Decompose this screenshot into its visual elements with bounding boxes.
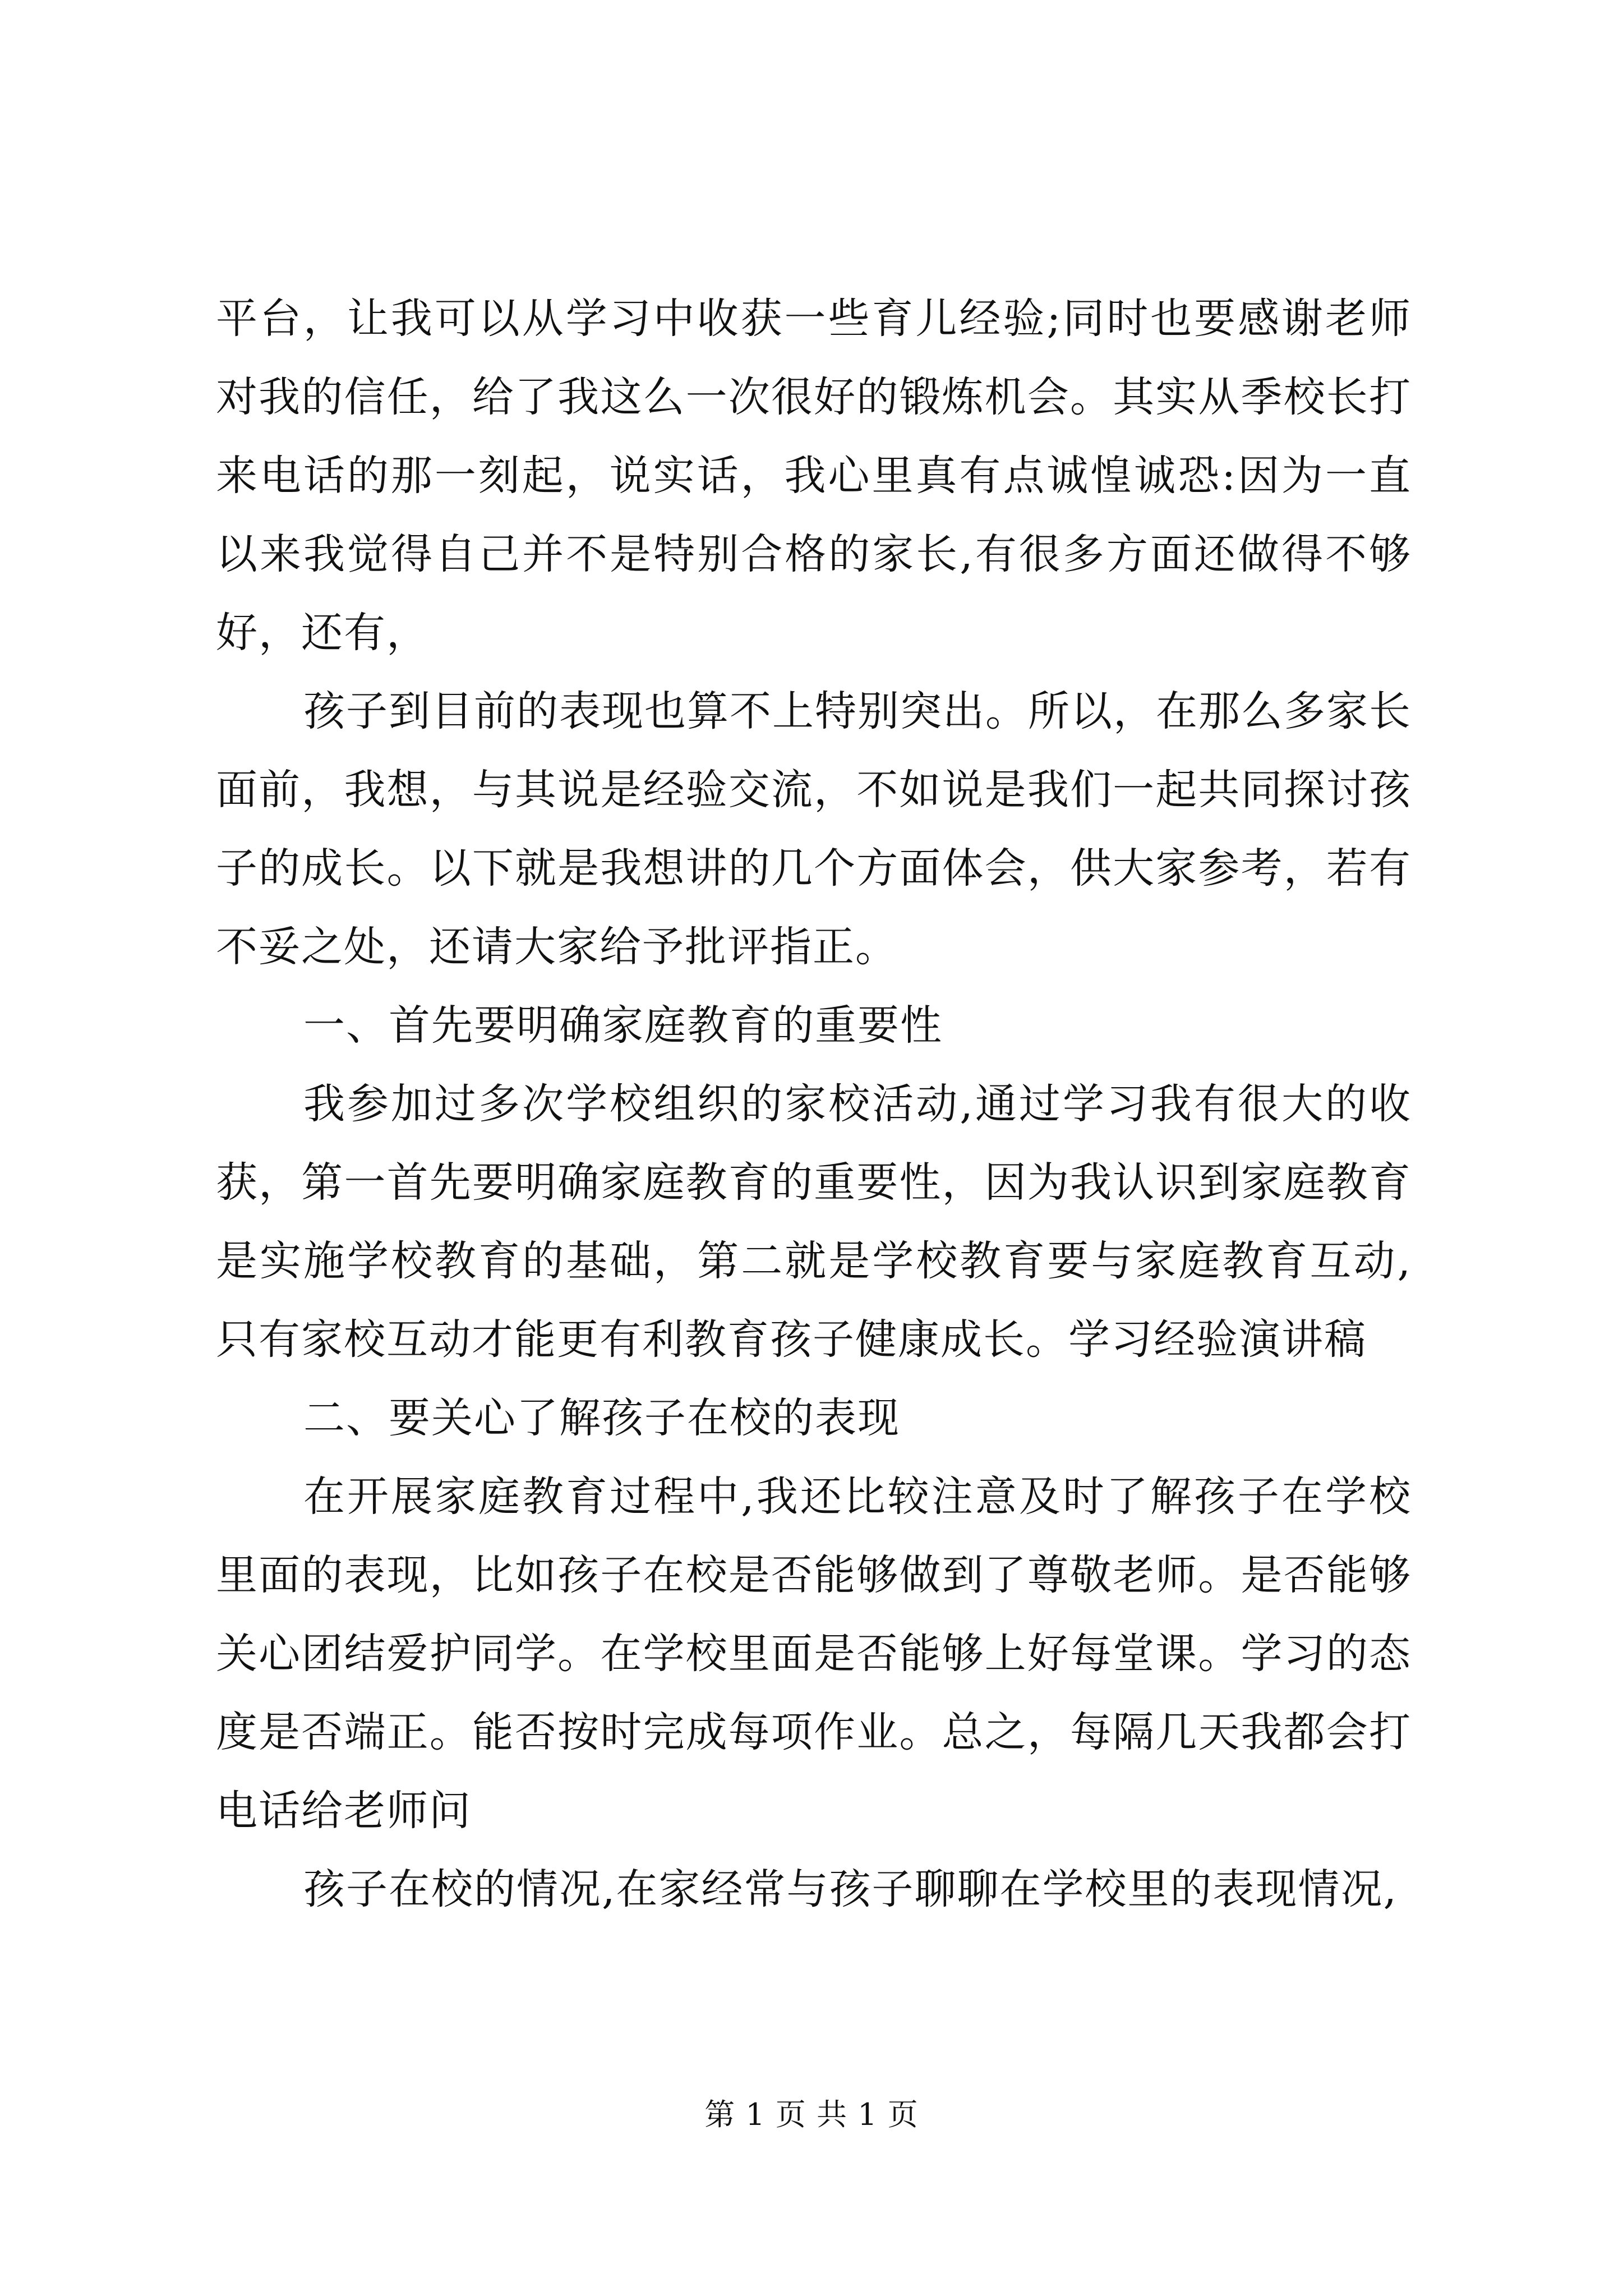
paragraph-5: 孩子在校的情况,在家经常与孩子聊聊在学校里的表现情况, [303, 1865, 1398, 1913]
page-footer: 第 1 页 共 1 页 [704, 2097, 919, 2132]
paragraph-1: 平台，让我可以从学习中收获一些育儿经验;同时也要感谢老师对我的信任，给了我这么一次很好的锻炼机会。其实从季校长打来电话的那一刻起，说实话，我心里真有点诚惶诚恐:因为一直以来我觉得自己并不是特别合格的家长,有很多方面还做得不够好，还有， [216, 295, 1412, 657]
document-body [216, 279, 1412, 1929]
paragraph-2: 孩子到目前的表现也算不上特别突出。所以，在那么多家长面前，我想，与其说是经验交流，不如说是我们一起共同探讨孩子的成长。以下就是我想讲的几个方面体会，供大家参考，若有不妥之处，还请大家给予批评指正。 [216, 687, 1412, 971]
paragraph-3: 我参加过多次学校组织的家校活动,通过学习我有很大的收获，第一首先要明确家庭教育的重要性，因为我认识到家庭教育是实施学校教育的基础，第二就是学校教育要与家庭教育互动,只有家校互动才能更有利教育孩子健康成长。学习经验演讲稿 [216, 1080, 1412, 1364]
paragraph-4: 在开展家庭教育过程中,我还比较注意及时了解孩子在学校里面的表现，比如孩子在校是否能够做到了尊敬老师。是否能够关心团结爱护同学。在学校里面是否能够上好每堂课。学习的态度是否端正。能否按时完成每项作业。总之，每隔几天我都会打电话给老师问 [216, 1473, 1412, 1835]
section-heading-1: 一、首先要明确家庭教育的重要性 [303, 1001, 943, 1050]
section-heading-2: 二、要关心了解孩子在校的表现 [303, 1394, 900, 1442]
